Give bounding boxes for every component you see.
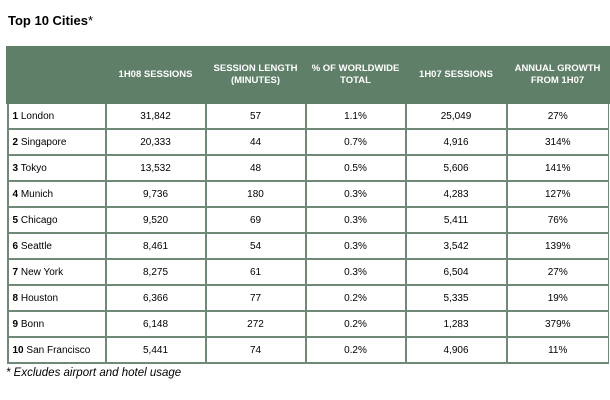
city-rank: 5 [12, 214, 19, 226]
cell-1h08-sessions: 8,461 [106, 233, 206, 259]
city-rank: 3 [12, 162, 19, 174]
city-rank: 8 [12, 292, 19, 304]
city-rank: 9 [12, 318, 19, 330]
cell-pct-worldwide: 0.7% [306, 129, 406, 155]
table-row [8, 285, 609, 311]
city-name: Seattle [20, 240, 52, 252]
cell-session-length: 44 [206, 129, 306, 155]
cell-session-length: 74 [206, 337, 306, 363]
cell-annual-growth: 141% [507, 155, 609, 181]
cell-1h08-sessions: 6,366 [106, 285, 206, 311]
cell-session-length: 69 [206, 207, 306, 233]
footnote: * Excludes airport and hotel usage [6, 367, 182, 379]
cell-session-length: 54 [206, 233, 306, 259]
cell-1h07-sessions: 1,283 [406, 311, 507, 337]
cell-1h08-sessions: 20,333 [106, 129, 206, 155]
cell-annual-growth: 27% [507, 259, 609, 285]
cell-1h07-sessions: 4,916 [406, 129, 507, 155]
cell-1h08-sessions: 31,842 [106, 103, 206, 130]
cell-pct-worldwide: 0.2% [306, 337, 406, 363]
cities-table [6, 46, 610, 364]
cell-1h07-sessions: 5,606 [406, 155, 507, 181]
city-rank: 6 [12, 240, 19, 252]
cell-1h07-sessions: 5,335 [406, 285, 507, 311]
cell-1h07-sessions: 4,283 [406, 181, 507, 207]
city-name: Munich [20, 188, 54, 200]
cell-pct-worldwide: 0.3% [306, 259, 406, 285]
header-1h07-sessions: 1H07 SESSIONS [406, 48, 507, 103]
cell-1h07-sessions: 4,906 [406, 337, 507, 363]
table-row [8, 337, 609, 363]
cell-annual-growth: 76% [507, 207, 609, 233]
cell-annual-growth: 19% [507, 285, 609, 311]
cell-session-length: 48 [206, 155, 306, 181]
cell-1h07-sessions: 25,049 [406, 103, 507, 130]
cell-1h08-sessions: 9,520 [106, 207, 206, 233]
city-name: Tokyo [20, 162, 47, 174]
city-name: San Francisco [26, 344, 91, 356]
cell-pct-worldwide: 1.1% [306, 103, 406, 130]
cell-city [8, 155, 106, 181]
cell-1h07-sessions: 3,542 [406, 233, 507, 259]
cell-annual-growth: 379% [507, 311, 609, 337]
title-marker: * [87, 13, 94, 28]
cell-city [8, 233, 106, 259]
table-header [8, 48, 609, 103]
table-row [8, 311, 609, 337]
table-row [8, 207, 609, 233]
cell-1h07-sessions: 5,411 [406, 207, 507, 233]
city-name: New York [20, 266, 64, 278]
cell-session-length: 77 [206, 285, 306, 311]
cell-city [8, 311, 106, 337]
table-body [8, 103, 609, 364]
table-row [8, 103, 609, 130]
cell-session-length: 272 [206, 311, 306, 337]
header-row [8, 48, 609, 103]
cell-annual-growth: 314% [507, 129, 609, 155]
city-rank: 10 [12, 344, 24, 356]
header-session-length: SESSION LENGTH (MINUTES) [206, 48, 306, 103]
cell-1h08-sessions: 6,148 [106, 311, 206, 337]
cell-1h08-sessions: 9,736 [106, 181, 206, 207]
cell-1h07-sessions: 6,504 [406, 259, 507, 285]
table-title [8, 13, 93, 28]
city-rank: 2 [12, 136, 19, 148]
cell-pct-worldwide: 0.3% [306, 181, 406, 207]
cell-pct-worldwide: 0.2% [306, 311, 406, 337]
cell-annual-growth: 11% [507, 337, 609, 363]
header-annual-growth: ANNUAL GROWTH FROM 1H07 [507, 48, 609, 103]
header-1h08-sessions: 1H08 SESSIONS [106, 48, 206, 103]
cell-session-length: 57 [206, 103, 306, 130]
cell-session-length: 61 [206, 259, 306, 285]
cell-city [8, 207, 106, 233]
table-row [8, 155, 609, 181]
city-rank: 1 [12, 110, 19, 122]
cell-pct-worldwide: 0.3% [306, 207, 406, 233]
table-row [8, 233, 609, 259]
cell-1h08-sessions: 8,275 [106, 259, 206, 285]
city-name: Bonn [20, 318, 45, 330]
cell-annual-growth: 27% [507, 103, 609, 130]
city-name: Chicago [20, 214, 58, 226]
table-row [8, 129, 609, 155]
cell-city [8, 129, 106, 155]
cell-city [8, 259, 106, 285]
cell-pct-worldwide: 0.3% [306, 233, 406, 259]
cell-session-length: 180 [206, 181, 306, 207]
cell-annual-growth: 127% [507, 181, 609, 207]
city-name: London [20, 110, 55, 122]
cell-annual-growth: 139% [507, 233, 609, 259]
header-city [8, 48, 106, 103]
table-row [8, 259, 609, 285]
cell-city [8, 285, 106, 311]
cell-pct-worldwide: 0.5% [306, 155, 406, 181]
header-pct-worldwide: % OF WORLDWIDE TOTAL [306, 48, 406, 103]
city-rank: 7 [12, 266, 19, 278]
city-rank: 4 [12, 188, 19, 200]
cell-city [8, 337, 106, 363]
cell-1h08-sessions: 13,532 [106, 155, 206, 181]
city-name: Houston [20, 292, 59, 304]
table-row [8, 181, 609, 207]
city-name: Singapore [20, 136, 67, 148]
cell-city [8, 181, 106, 207]
cell-pct-worldwide: 0.2% [306, 285, 406, 311]
cell-1h08-sessions: 5,441 [106, 337, 206, 363]
cell-city [8, 103, 106, 130]
title-text: Top 10 Cities [8, 13, 88, 28]
